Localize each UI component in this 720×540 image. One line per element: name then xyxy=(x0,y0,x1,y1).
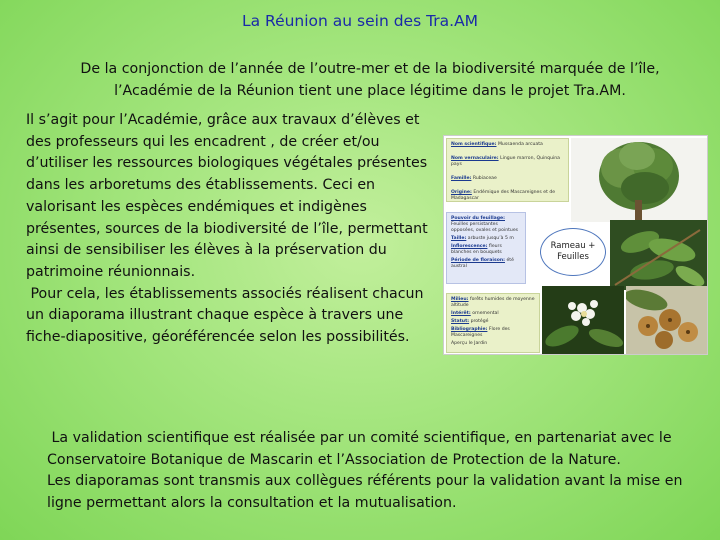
fruits-photo xyxy=(626,286,707,354)
branch-leaves-photo xyxy=(610,220,707,290)
info-row: Période de floraison: été austral xyxy=(451,258,514,269)
body-line: Il s’agit pour l’Académie, grâce aux travaux d’élèves et xyxy=(26,112,420,128)
info-row: Taille: arbuste jusqu’à 5 m xyxy=(451,236,514,241)
info-row: Statut: protégé xyxy=(451,319,489,324)
tree-photo xyxy=(571,138,707,222)
info-row: Inflorescence: fleurs blanches en bouquets xyxy=(451,244,502,255)
body-paragraph xyxy=(26,110,446,349)
body-line: valorisant les espèces endémiques et indigènes xyxy=(26,198,367,215)
intro-paragraph xyxy=(40,58,700,102)
validation-line: Les diaporamas sont transmis aux collègues référents pour la validation avant la mise en xyxy=(47,473,683,489)
info-card-description xyxy=(446,212,526,284)
body-line: ainsi de sensibiliser les élèves à la préservation du xyxy=(26,242,387,259)
info-row: Bibliographie: Flore des Mascareignes xyxy=(451,327,510,338)
body-line: des professeurs qui les encadrent , de créer et/ou xyxy=(26,133,380,150)
validation-line: La validation scientifique est réalisée par un comité scientifique, en partenariat avec le xyxy=(47,430,672,446)
species-sheet-figure xyxy=(443,135,708,355)
validation-line: ligne permettant alors la consultation et la mutualisation. xyxy=(47,494,457,511)
info-row: Milieu: forêts humides de moyenne altitude xyxy=(451,297,535,308)
validation-line: Conservatoire Botanique de Mascarin et l’Association de Protection de la Nature. xyxy=(47,451,621,468)
body-line: présentes, sources de la biodiversité de l’île, permettant xyxy=(26,220,428,237)
intro-line: De la conjonction de l’année de l’outre-mer et de la biodiversité marquée de l’île, xyxy=(80,61,660,77)
info-card-habitat xyxy=(446,293,540,353)
info-row: Origine: Endémique des Mascareignes et de Madagascar xyxy=(451,190,556,201)
info-row: Nom vernaculaire: Lingue marron, Quinquina pays xyxy=(451,156,560,167)
body-line: un diaporama illustrant chaque espèce à travers une xyxy=(26,307,404,324)
info-row: Nom scientifique: Mussaenda arcuata xyxy=(451,142,543,147)
intro-line: l’Académie de la Réunion tient une place légitime dans le projet Tra.AM. xyxy=(114,83,626,99)
page-title: La Réunion au sein des Tra.AM xyxy=(241,12,479,30)
body-line: fiche-diapositive, géoréférencée selon les possibilités. xyxy=(26,329,410,346)
body-line: d’utiliser les ressources biologiques végétales présentes xyxy=(26,155,428,172)
body-line: dans les arboretums des établissements. Ceci en xyxy=(26,177,376,194)
info-row: Famille: Rubiaceae xyxy=(451,176,497,181)
callout-bubble: Rameau + Feuilles xyxy=(540,228,606,276)
info-row: Pouvoir du feuillage: Feuilles persistantes opposées, ovales et pointues xyxy=(451,216,519,233)
flowers-photo xyxy=(542,286,624,354)
info-card-identity xyxy=(446,138,569,202)
info-row: Intérêt: ornemental xyxy=(451,311,499,316)
body-line: patrimoine réunionnais. xyxy=(26,263,196,280)
validation-paragraph xyxy=(47,428,707,514)
info-row: Aperçu le Jardin xyxy=(451,341,488,346)
body-line: Pour cela, les établissements associés réalisent chacun xyxy=(26,285,424,302)
